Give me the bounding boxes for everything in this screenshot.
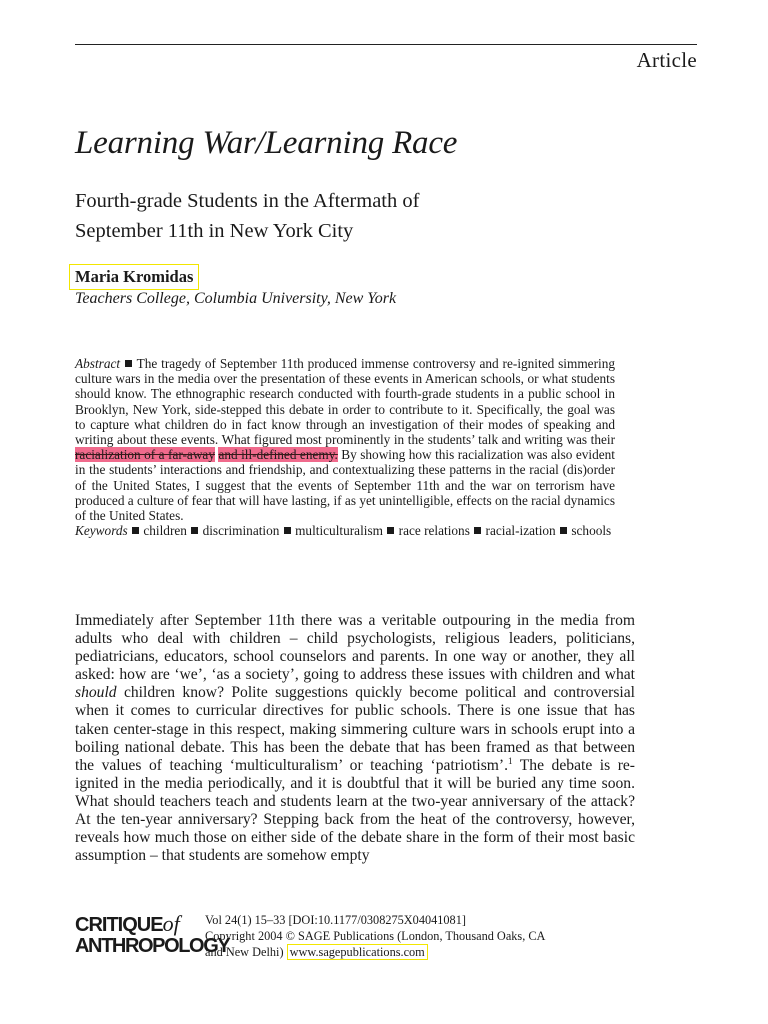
body-text-a: Immediately after September 11th there was a veritable outpouring in the media from adults who deal with children – child psychologists, religious leaders, politicians, pediatricians, educators, school counselors and parents. In one way or another, they all asked: how are ‘we’, ‘as a society’, going to address these issues with children and what [75, 612, 635, 684]
square-bullet-icon [387, 527, 394, 534]
copyright-line: Copyright 2004 © SAGE Publications (London, Thousand Oaks, CA [205, 929, 546, 943]
journal-logo-line2: ANTHROPOLOGY [75, 935, 230, 957]
copyright-line-2: and New Delhi) [205, 945, 284, 959]
body-text-b: children know? Polite suggestions quickly become political and controversial when it comes to curricular directives for public schools. There is one issue that has taken center-stage in this respect, making simmering culture wars in schools erupt into a boiling national debate. This has been the debate that has been framed as that between the values of teaching ‘multiculturalism’ or teaching ‘patriotism’. [75, 684, 635, 774]
body-text-c: The debate is re-ignited in the media periodically, and it is doubtful that it will be buried any time soon. What should teachers teach and students learn at the two-year anniversary of the attack? At the ten-year anniversary? Stepping back from the heat of the controversy, however, reveals how much those on either side of the debate share in the form of their most basic assumption – that students are somehow empty [75, 756, 636, 865]
volume-doi: Vol 24(1) 15–33 [DOI:10.1177/0308275X04041081] [205, 913, 466, 927]
keyword: racial-ization [485, 523, 556, 539]
footnote-ref[interactable]: 1 [508, 755, 513, 766]
square-bullet-icon [474, 527, 481, 534]
body-paragraph [75, 612, 635, 865]
journal-logo-of: of [162, 911, 180, 936]
keyword: schools [571, 523, 612, 539]
highlight-2[interactable]: and ill-defined enemy. [218, 447, 338, 463]
square-bullet-icon [125, 360, 132, 367]
square-bullet-icon [284, 527, 291, 534]
square-bullet-icon [132, 527, 139, 534]
author-affiliation: Teachers College, Columbia University, New York [75, 290, 397, 307]
page-title: Learning War/Learning Race [75, 125, 458, 161]
keywords-label: Keywords [75, 523, 128, 539]
abstract [75, 356, 615, 538]
square-bullet-icon [560, 527, 567, 534]
subtitle [75, 186, 695, 246]
abstract-text-before: The tragedy of September 11th produced immense controversy and re-ignited simmering culture wars in the media over the presentation of these events in American schools, or what students should know. The ethnographic research conducted with fourth-grade students in a public school in Brooklyn, New York, side-stepped this debate in order to contribute to it. Specifically, the goal was to capture what children do in fact know through an investigation of their modes of speaking and writing about these events. What figured most prominently in the students’ talk and writing was their [75, 356, 615, 448]
keyword: race relations [398, 523, 470, 539]
keyword: children [143, 523, 187, 539]
journal-logo-line1: CRITIQUE [75, 914, 163, 936]
abstract-text-after: By showing how this racialization was also evident in the students’ interactions and friendship, and contextualizing these patterns in the racial (dis)order of the United States, I suggest that the events of September 11th and the war on terrorism have produced a culture of fear that will have lasting, if as yet unintelligible, effects on the racial dynamics of the United States. [75, 447, 616, 524]
square-bullet-icon [191, 527, 198, 534]
header-rule [75, 44, 697, 45]
author-name[interactable]: Maria Kromidas [69, 264, 199, 290]
subtitle-line-2: September 11th in New York City [75, 220, 354, 242]
abstract-label: Abstract [75, 356, 121, 371]
publisher-link[interactable]: www.sagepublications.com [287, 944, 428, 960]
subtitle-line-1: Fourth-grade Students in the Aftermath of [75, 190, 420, 212]
keyword: discrimination [202, 523, 280, 539]
keyword: multiculturalism [295, 523, 383, 539]
body-emphasis: should [75, 684, 117, 702]
highlight-1[interactable]: racialization of a far-away [75, 447, 215, 463]
article-label: Article [636, 48, 697, 72]
publication-info [205, 912, 545, 960]
